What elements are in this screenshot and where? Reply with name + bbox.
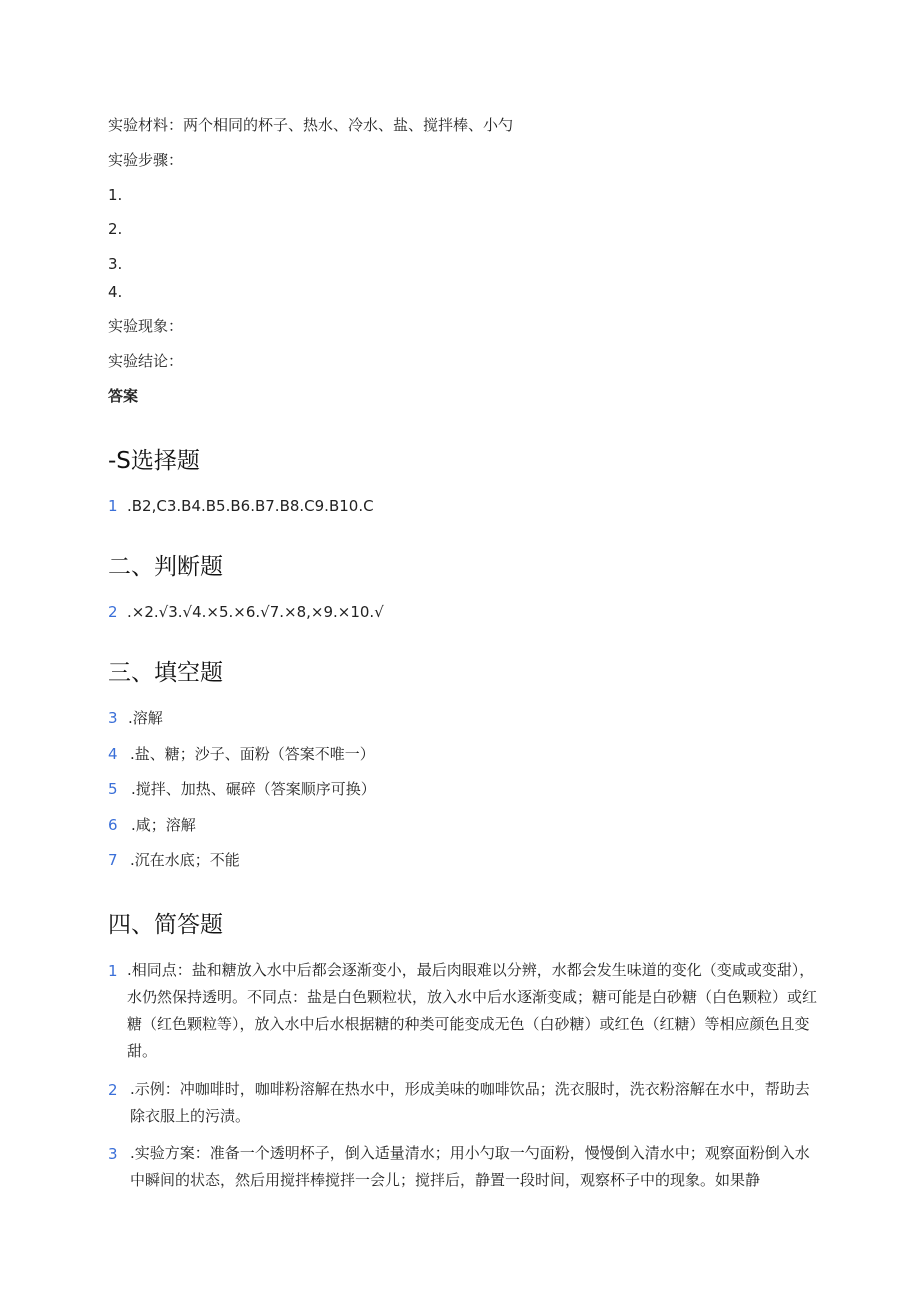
answer-label: 答案 bbox=[108, 387, 139, 405]
item-number: 2 bbox=[108, 603, 118, 621]
item-number: 1 bbox=[108, 497, 118, 515]
item-number: 6 bbox=[108, 816, 118, 834]
step-1: 1. bbox=[108, 186, 123, 204]
conclusion-label: 实验结论： bbox=[108, 352, 184, 370]
step-4: 4. bbox=[108, 283, 123, 301]
item-number: 3 bbox=[108, 1145, 118, 1163]
item-number: 3 bbox=[108, 709, 118, 727]
choice-answers: .B2,C3.B4.B5.B6.B7.B8.C9.B10.C bbox=[127, 497, 374, 515]
fill-answer: .溶解 bbox=[128, 709, 163, 727]
judge-answers: .×2.√3.√4.×5.×6.√7.×8,×9.×10.√ bbox=[127, 603, 384, 621]
short-answer-paragraph: .示例：冲咖啡时，咖啡粉溶解在热水中，形成美味的咖啡饮品；洗衣服时，洗衣粉溶解在水中，帮助去除衣服上的污渍。 bbox=[130, 1080, 810, 1125]
short-answer-paragraph: .实验方案：准备一个透明杯子，倒入适量清水；用小勺取一勺面粉，慢慢倒入清水中；观察面粉倒入水中瞬间的状态，然后用搅拌棒搅拌一会儿；搅拌后，静置一段时间，观察杯子中的现象。如果静 bbox=[130, 1144, 810, 1189]
section-heading-short-answer: 四、简答题 bbox=[108, 912, 223, 938]
step-2: 2. bbox=[108, 220, 123, 238]
fill-answer: .咸；溶解 bbox=[131, 816, 196, 834]
item-number: 2 bbox=[108, 1081, 118, 1099]
fill-answer: .搅拌、加热、碾碎（答案顺序可换） bbox=[131, 780, 376, 798]
steps-label: 实验步骤： bbox=[108, 151, 184, 169]
short-answer-paragraph: .相同点：盐和糖放入水中后都会逐渐变小，最后肉眼难以分辨，水都会发生味道的变化（变咸或变甜），水仍然保持透明。不同点：盐是白色颗粒状，放入水中后水逐渐变咸；糖可能是白砂糖（白色颗粒）或红糖（红色颗粒等），放入水中后水根据糖的种类可能变成无色（白砂糖）或红色（红糖）等相应颜色且变甜。 bbox=[127, 961, 818, 1060]
section-heading-fill: 三、填空题 bbox=[108, 660, 223, 686]
section-heading-choice: -S选择题 bbox=[108, 448, 200, 474]
step-3: 3. bbox=[108, 255, 123, 273]
materials-line: 实验材料：两个相同的杯子、热水、冷水、盐、搅拌棒、小勺 bbox=[108, 116, 514, 134]
item-number: 4 bbox=[108, 745, 118, 763]
item-number: 5 bbox=[108, 780, 118, 798]
phenomenon-label: 实验现象： bbox=[108, 317, 184, 335]
item-number: 7 bbox=[108, 851, 118, 869]
fill-answer: .沉在水底；不能 bbox=[130, 851, 240, 869]
fill-answer: .盐、糖；沙子、面粉（答案不唯一） bbox=[130, 745, 375, 763]
item-number: 1 bbox=[108, 962, 118, 980]
section-heading-judge: 二、判断题 bbox=[108, 554, 223, 580]
